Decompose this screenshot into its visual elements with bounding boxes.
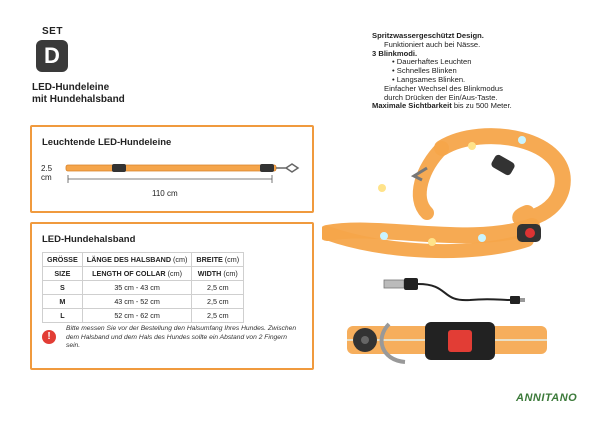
- collar-title: LED-Hundehalsband: [42, 234, 136, 245]
- feature-mode-3: • Langsames Blinken.: [392, 74, 466, 84]
- feature-mode-1: • Dauerhaftes Leuchten: [392, 57, 472, 67]
- size-table: [42, 252, 244, 323]
- feature-waterproof: Spritzwassergeschützt Design.: [372, 31, 484, 40]
- feature-list: [372, 32, 582, 111]
- leash-width-label: 2.5 cm: [41, 164, 53, 182]
- leash-title: Leuchtende LED-Hundeleine: [42, 137, 172, 148]
- leash-clip-left: [112, 164, 126, 172]
- feature-switch-1: Einfacher Wechsel des Blinkmodus: [384, 83, 503, 93]
- collar-product-image: [345, 318, 550, 374]
- leash-hook: [276, 164, 298, 172]
- leash-info-box: [30, 125, 314, 213]
- warning-text: Bitte messen Sie vor der Bestellung den Halsumfang Ihres Hundes. Zwischen dem Halsband und dem Hals des Hundes sollte ein Abstand von 2 Fingern sein.: [66, 325, 297, 349]
- feature-switch-2: durch Drücken der Ein/Aus-Taste.: [384, 92, 498, 102]
- leash-strap-illustration: [66, 165, 276, 171]
- feature-waterproof-detail: Funktioniert auch bei Nässe.: [384, 39, 481, 49]
- feature-mode-2: • Schnelles Blinken: [392, 66, 457, 76]
- feature-visibility: Maximale Sichtbarkeit bis zu 500 Meter.: [372, 101, 512, 111]
- product-title: [32, 82, 232, 106]
- table-header-row-en: SIZE LENGTH OF COLLAR (cm) WIDTH (cm): [43, 267, 244, 281]
- leash-length-label: 110 cm: [152, 189, 178, 198]
- table-row: M 43 cm - 52 cm 2,5 cm: [43, 295, 244, 309]
- brand-logo: ANNITANO: [516, 392, 578, 404]
- table-row: L 52 cm - 62 cm 2,5 cm: [43, 309, 244, 323]
- leash-diagram: [32, 155, 312, 215]
- table-row: S 35 cm - 43 cm 2,5 cm: [43, 281, 244, 295]
- warning-icon: !: [42, 330, 56, 344]
- leash-product-image: [322, 128, 582, 278]
- usb-cable-image: [380, 270, 540, 320]
- product-title-line2: mit Hundehalsband: [32, 94, 125, 105]
- product-title-line1: LED-Hundeleine: [32, 82, 110, 93]
- leash-clip-right: [260, 164, 274, 172]
- set-badge: D: [36, 40, 68, 72]
- table-header-row: GRÖSSE LÄNGE DES HALSBAND (cm) BREITE (cm): [43, 253, 244, 267]
- set-label: SET: [42, 26, 63, 37]
- feature-modes-title: 3 Blinkmodi.: [372, 48, 418, 58]
